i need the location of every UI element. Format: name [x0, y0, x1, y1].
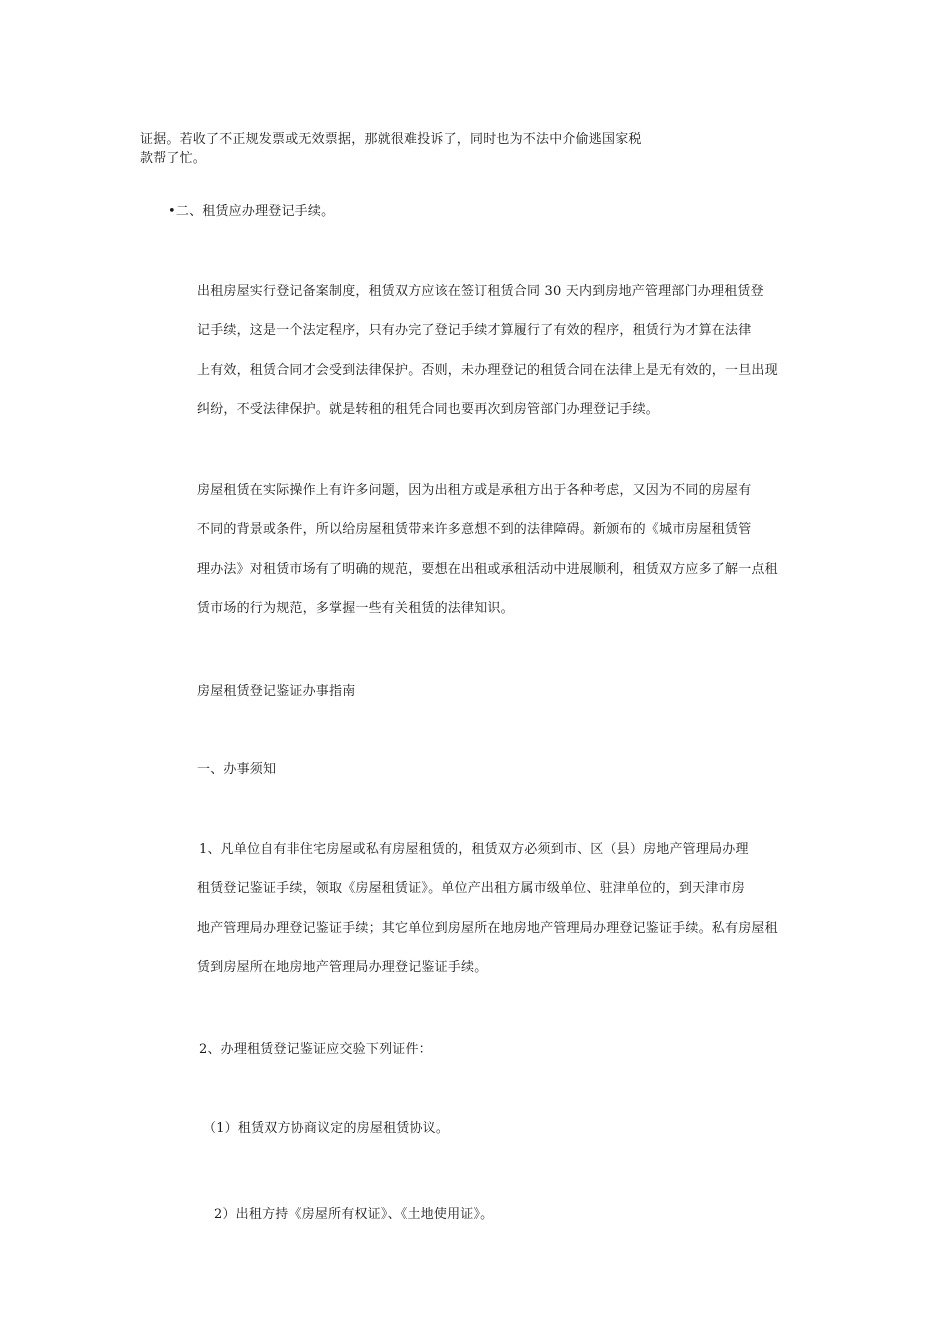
para1-line-1: 出租房屋实行登记备案制度，租赁双方应该在签订租赁合同 30 天内到房地产管理部门办理租赁登 — [197, 284, 764, 299]
item2-heading: 2、办理租赁登记鉴证应交验下列证件： — [199, 1042, 432, 1057]
item1-line-1: 1、凡单位自有非住宅房屋或私有房屋租赁的，租赁双方必须到市、区（县）房地产管理局办理 — [199, 842, 749, 857]
guide-title: 房屋租赁登记鉴证办事指南 — [197, 684, 356, 699]
intro-line-1: 证据。若收了不正规发票或无效票据，那就很难投诉了，同时也为不法中介偷逃国家税 — [140, 132, 642, 147]
sub-item-1: （1）租赁双方协商议定的房屋租赁协议。 — [203, 1121, 450, 1136]
para1-line-4: 纠纷，不受法律保护。就是转租的租凭合同也要再次到房管部门办理登记手续。 — [197, 402, 660, 417]
para1-line-2: 记手续，这是一个法定程序，只有办完了登记手续才算履行了有效的程序，租赁行为才算在法律 — [197, 323, 752, 338]
para2-line-3: 理办法》对租赁市场有了明确的规范，要想在出租或承租活动中进展顺利，租赁双方应多了解一点租 — [197, 562, 778, 577]
section-heading-registration: •二、租赁应办理登记手续。 — [168, 204, 335, 219]
para2-line-2: 不同的背景或条件，所以给房屋租赁带来许多意想不到的法律障碍。新颁布的《城市房屋租赁管 — [197, 522, 752, 537]
item1-line-4: 赁到房屋所在地房地产管理局办理登记鉴证手续。 — [197, 960, 488, 975]
item1-line-2: 租赁登记鉴证手续，领取《房屋租赁证》。单位产出租方属市级单位、驻津单位的，到天津市房 — [197, 881, 745, 896]
item1-line-3: 地产管理局办理登记鉴证手续；其它单位到房屋所在地房地产管理局办理登记鉴证手续。私有房屋租 — [197, 921, 778, 936]
intro-line-2: 款帮了忙。 — [140, 151, 207, 166]
para2-line-4: 赁市场的行为规范，多掌握一些有关租赁的法律知识。 — [197, 601, 514, 616]
para1-line-3: 上有效，租赁合同才会受到法律保护。否则，未办理登记的租赁合同在法律上是无有效的，一旦出现 — [197, 363, 778, 378]
sub-item-2: 2）出租方持《房屋所有权证》、《土地使用证》。 — [214, 1207, 494, 1222]
notice-heading: 一、办事须知 — [197, 762, 277, 777]
para2-line-1: 房屋租赁在实际操作上有许多问题，因为出租方或是承租方出于各种考虑，又因为不同的房屋有 — [197, 483, 752, 498]
